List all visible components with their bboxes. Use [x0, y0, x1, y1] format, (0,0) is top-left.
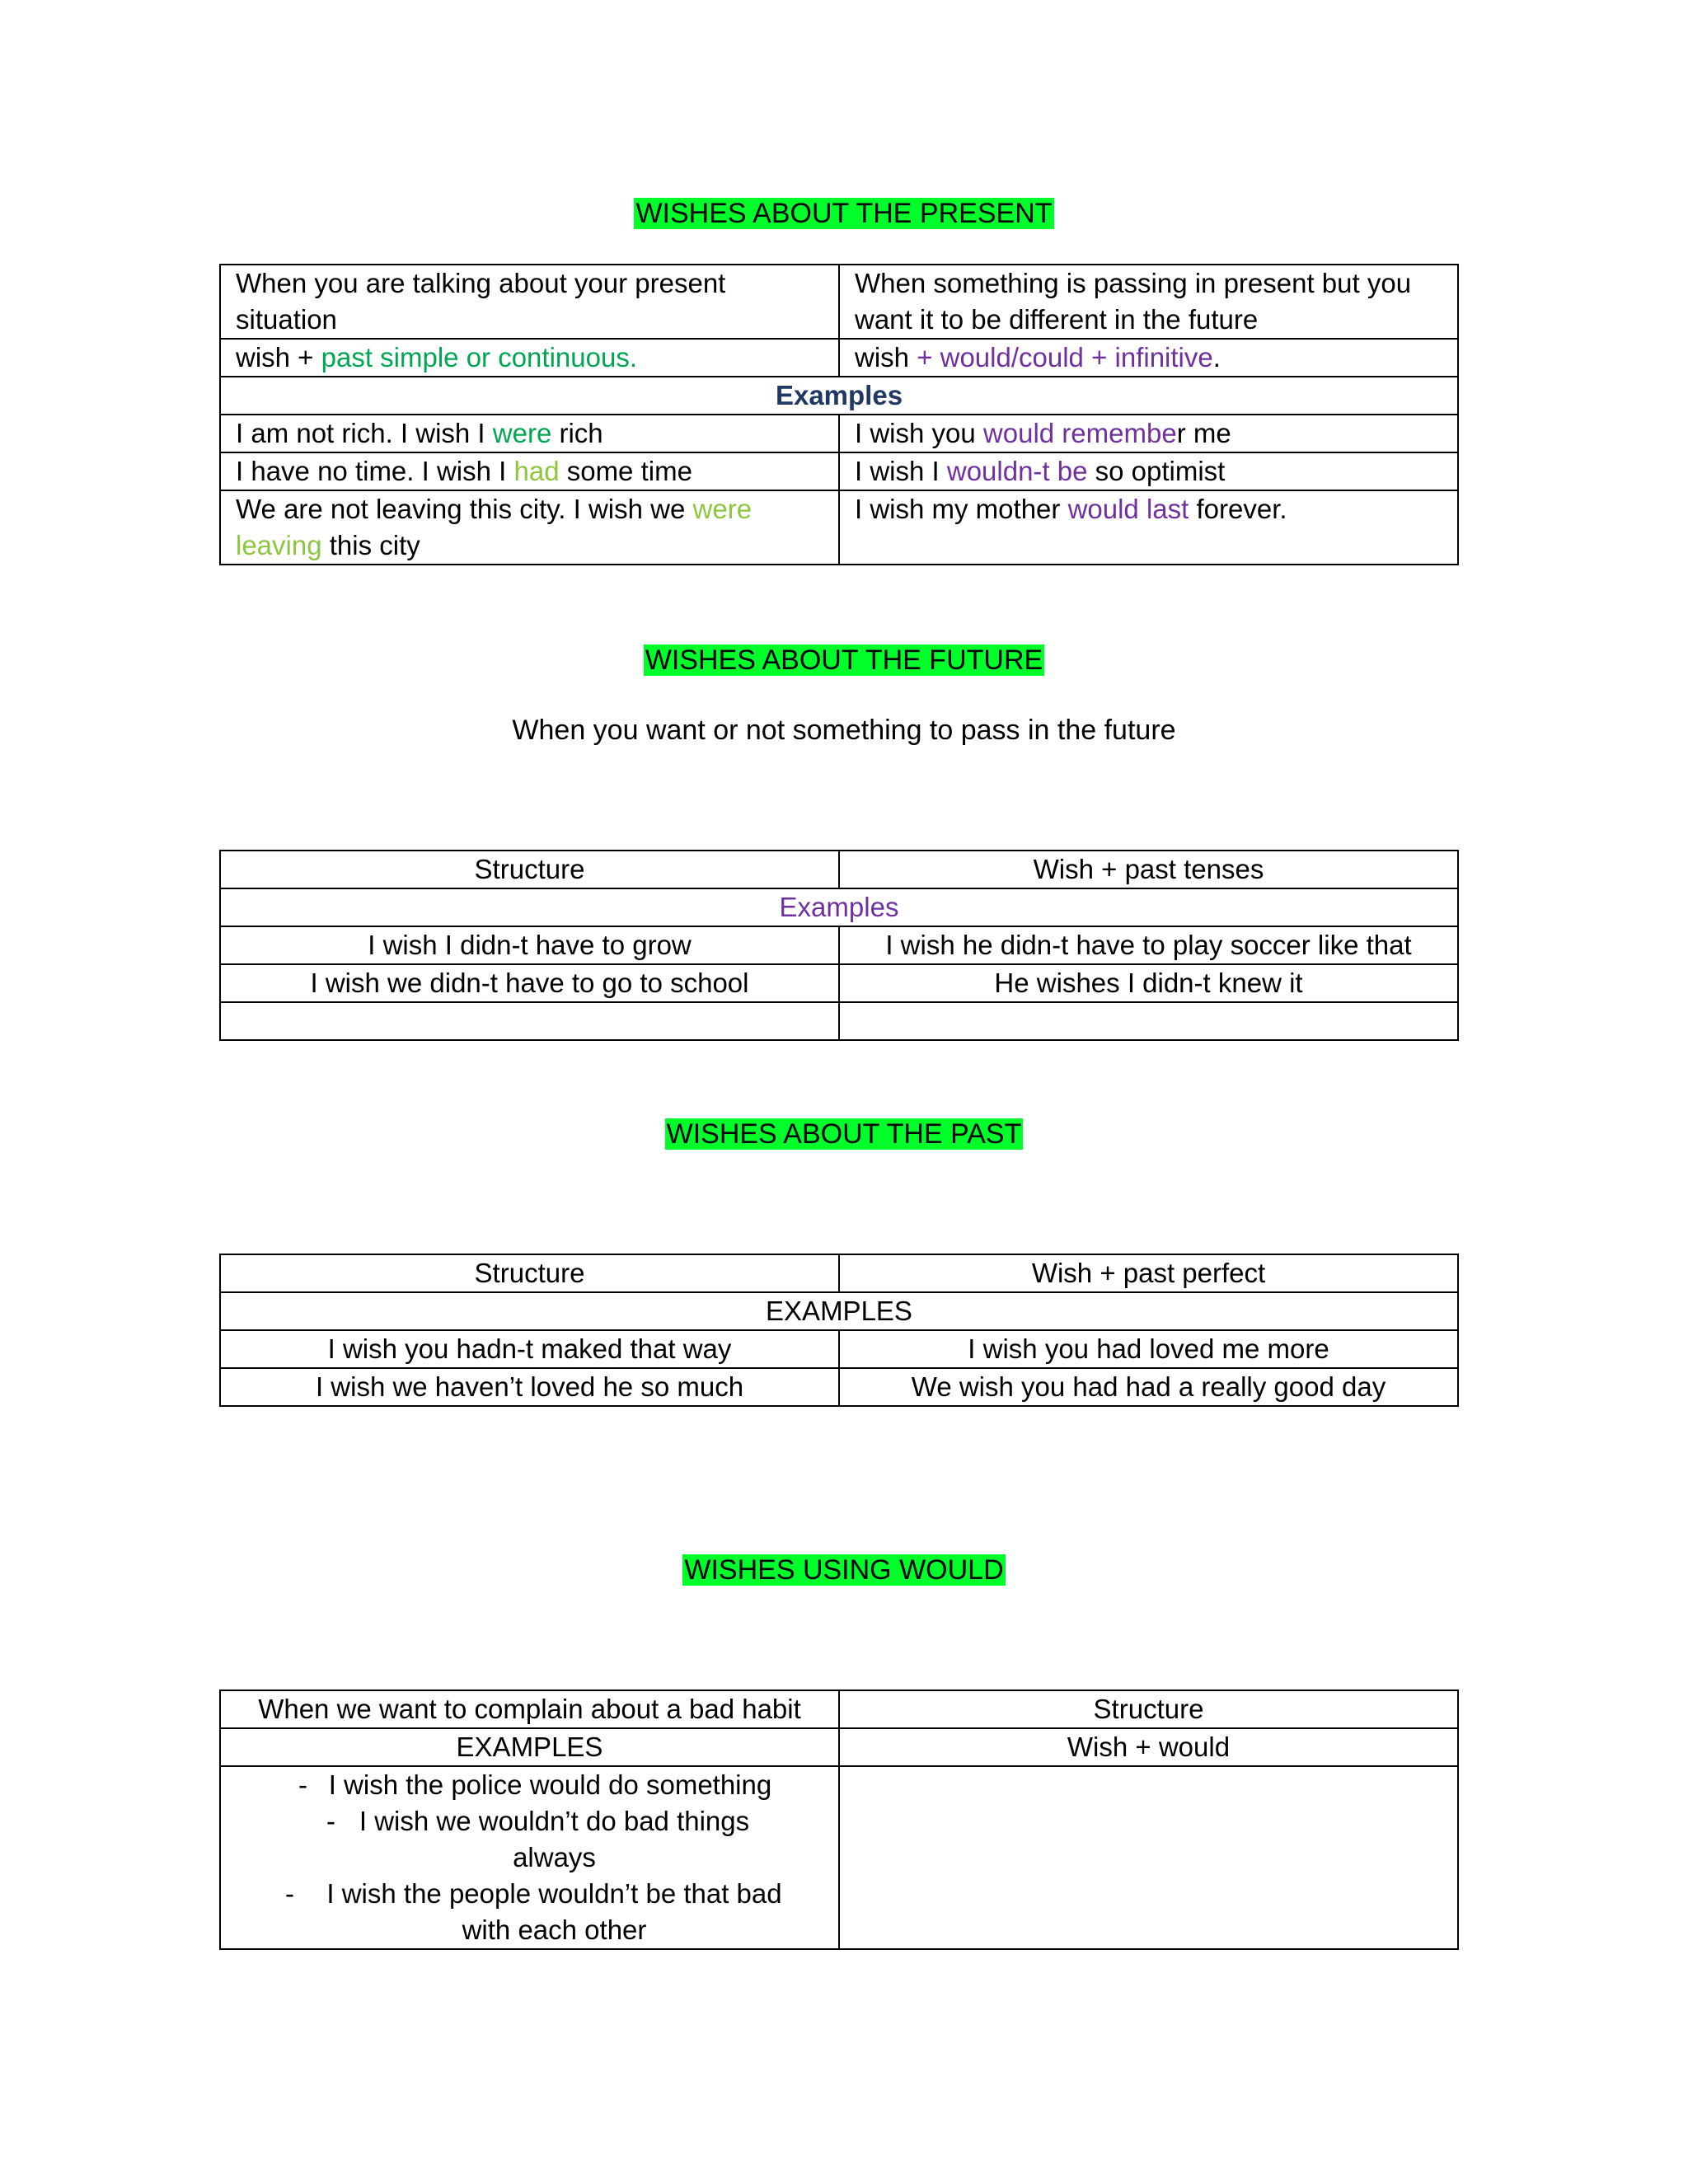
- list-item-text: with each other: [462, 1915, 647, 1945]
- cell-present-ex1-left: [220, 415, 839, 452]
- highlighted-text: had: [513, 456, 560, 486]
- highlighted-text: wouldn-t be: [946, 456, 1088, 486]
- heading-past-text: WISHES ABOUT THE PAST: [666, 1118, 1022, 1150]
- cell-present-ex2-left: [220, 452, 839, 490]
- table-future: [219, 850, 1459, 1041]
- text: wish: [855, 342, 917, 373]
- cell-would-examples-label: EXAMPLES: [220, 1728, 839, 1766]
- text: I am not rich. I wish I: [236, 418, 493, 448]
- cell-present-ex2-right: [839, 452, 1458, 490]
- cell-future-empty-right: [839, 1002, 1458, 1040]
- cell-future-ex1-left: I wish I didn-t have to grow: [220, 926, 839, 964]
- text: I wish I: [855, 456, 947, 486]
- highlighted-text: were leaving: [236, 494, 753, 560]
- cell-present-ex1-right: [839, 415, 1458, 452]
- cell-future-ex2-right: He wishes I didn-t knew it: [839, 964, 1458, 1002]
- cell-past-ex1-right: I wish you had loved me more: [839, 1330, 1458, 1368]
- future-note: When you want or not something to pass in the future: [512, 715, 1176, 746]
- list-item: [236, 1803, 823, 1840]
- cell-future-structure-label: Structure: [220, 851, 839, 888]
- examples-list: [236, 1767, 823, 1948]
- cell-past-ex1-left: I wish you hadn-t maked that way: [220, 1330, 839, 1368]
- text: forever.: [1189, 494, 1287, 524]
- cell-future-examples-label: Examples: [220, 888, 1458, 926]
- cell-would-examples: [220, 1766, 839, 1949]
- table-past: [219, 1254, 1459, 1407]
- table-row: [220, 265, 1458, 339]
- table-would: [219, 1690, 1459, 1950]
- cell-present-examples-label: Examples: [220, 377, 1458, 415]
- cell-present-structure-right: [839, 339, 1458, 377]
- cell-would-use: When we want to complain about a bad habit: [220, 1690, 839, 1728]
- text: I wish you: [855, 418, 983, 448]
- list-item-text: I wish the people wouldn’t be that bad: [326, 1878, 782, 1909]
- list-item-continuation: [236, 1912, 823, 1948]
- dash-bullet: -: [326, 1806, 335, 1836]
- cell-past-examples-label: EXAMPLES: [220, 1292, 1458, 1330]
- table-row: [220, 339, 1458, 377]
- text: .: [1212, 342, 1221, 373]
- list-item-continuation: [236, 1840, 823, 1876]
- cell-past-ex2-right: We wish you had had a really good day: [839, 1368, 1458, 1406]
- list-item: [236, 1876, 823, 1912]
- cell-past-structure-label: Structure: [220, 1254, 839, 1292]
- cell-past-structure-value: Wish + past perfect: [839, 1254, 1458, 1292]
- text: I wish my mother: [855, 494, 1068, 524]
- text: this city: [321, 530, 420, 560]
- cell-present-use-left: When you are talking about your present situation: [220, 265, 839, 339]
- text: We are not leaving this city. I wish we: [236, 494, 693, 524]
- highlighted-text: would last: [1067, 494, 1189, 524]
- cell-future-ex2-left: I wish we didn-t have to go to school: [220, 964, 839, 1002]
- text: so optimist: [1087, 456, 1226, 486]
- table-row: [220, 1292, 1458, 1330]
- highlighted-text: past simple or continuous.: [321, 342, 637, 373]
- text: I have no time. I wish I: [236, 456, 514, 486]
- table-row: [220, 926, 1458, 964]
- table-row: [220, 1254, 1458, 1292]
- highlighted-text: would remembe: [982, 418, 1177, 448]
- heading-future-text: WISHES ABOUT THE FUTURE: [645, 644, 1043, 676]
- table-row: [220, 1330, 1458, 1368]
- dash-bullet: -: [285, 1878, 294, 1909]
- dash-bullet: -: [298, 1769, 307, 1800]
- cell-present-use-right: When something is passing in present but you want it to be different in the future: [839, 265, 1458, 339]
- heading-past: [0, 1116, 1688, 1152]
- highlighted-text: were: [492, 418, 552, 448]
- cell-future-structure-value: Wish + past tenses: [839, 851, 1458, 888]
- cell-past-ex2-left: I wish we haven’t loved he so much: [220, 1368, 839, 1406]
- table-row: [220, 1002, 1458, 1040]
- table-row: [220, 1690, 1458, 1728]
- list-item-text: always: [513, 1842, 596, 1872]
- cell-present-structure-left: [220, 339, 839, 377]
- cell-present-ex3-left: [220, 490, 839, 565]
- list-item-text: I wish the police would do something: [328, 1769, 772, 1800]
- table-row: [220, 377, 1458, 415]
- table-row: [220, 1728, 1458, 1766]
- table-row: [220, 1766, 1458, 1949]
- cell-future-ex1-right: I wish he didn-t have to play soccer like that: [839, 926, 1458, 964]
- table-row: [220, 964, 1458, 1002]
- list-item-text: I wish we wouldn’t do bad things: [359, 1806, 750, 1836]
- table-present: [219, 264, 1459, 565]
- table-row: [220, 452, 1458, 490]
- cell-would-structure-value: Wish + would: [839, 1728, 1458, 1766]
- heading-would-text: WISHES USING WOULD: [684, 1554, 1004, 1586]
- heading-present-text: WISHES ABOUT THE PRESENT: [635, 198, 1053, 229]
- list-item: [236, 1767, 823, 1803]
- text: some time: [559, 456, 692, 486]
- cell-present-ex3-right: [839, 490, 1458, 565]
- table-row: [220, 415, 1458, 452]
- table-row: [220, 1368, 1458, 1406]
- text: wish +: [236, 342, 321, 373]
- heading-would: [0, 1552, 1688, 1588]
- heading-present: [0, 195, 1688, 232]
- text: rich: [551, 418, 603, 448]
- table-row: [220, 888, 1458, 926]
- cell-would-empty: [839, 1766, 1458, 1949]
- text: r me: [1176, 418, 1231, 448]
- cell-would-structure-label: Structure: [839, 1690, 1458, 1728]
- highlighted-text: + would/could + infinitive: [917, 342, 1213, 373]
- table-row: [220, 851, 1458, 888]
- heading-future: [0, 642, 1688, 678]
- cell-future-empty-left: [220, 1002, 839, 1040]
- table-row: [220, 490, 1458, 565]
